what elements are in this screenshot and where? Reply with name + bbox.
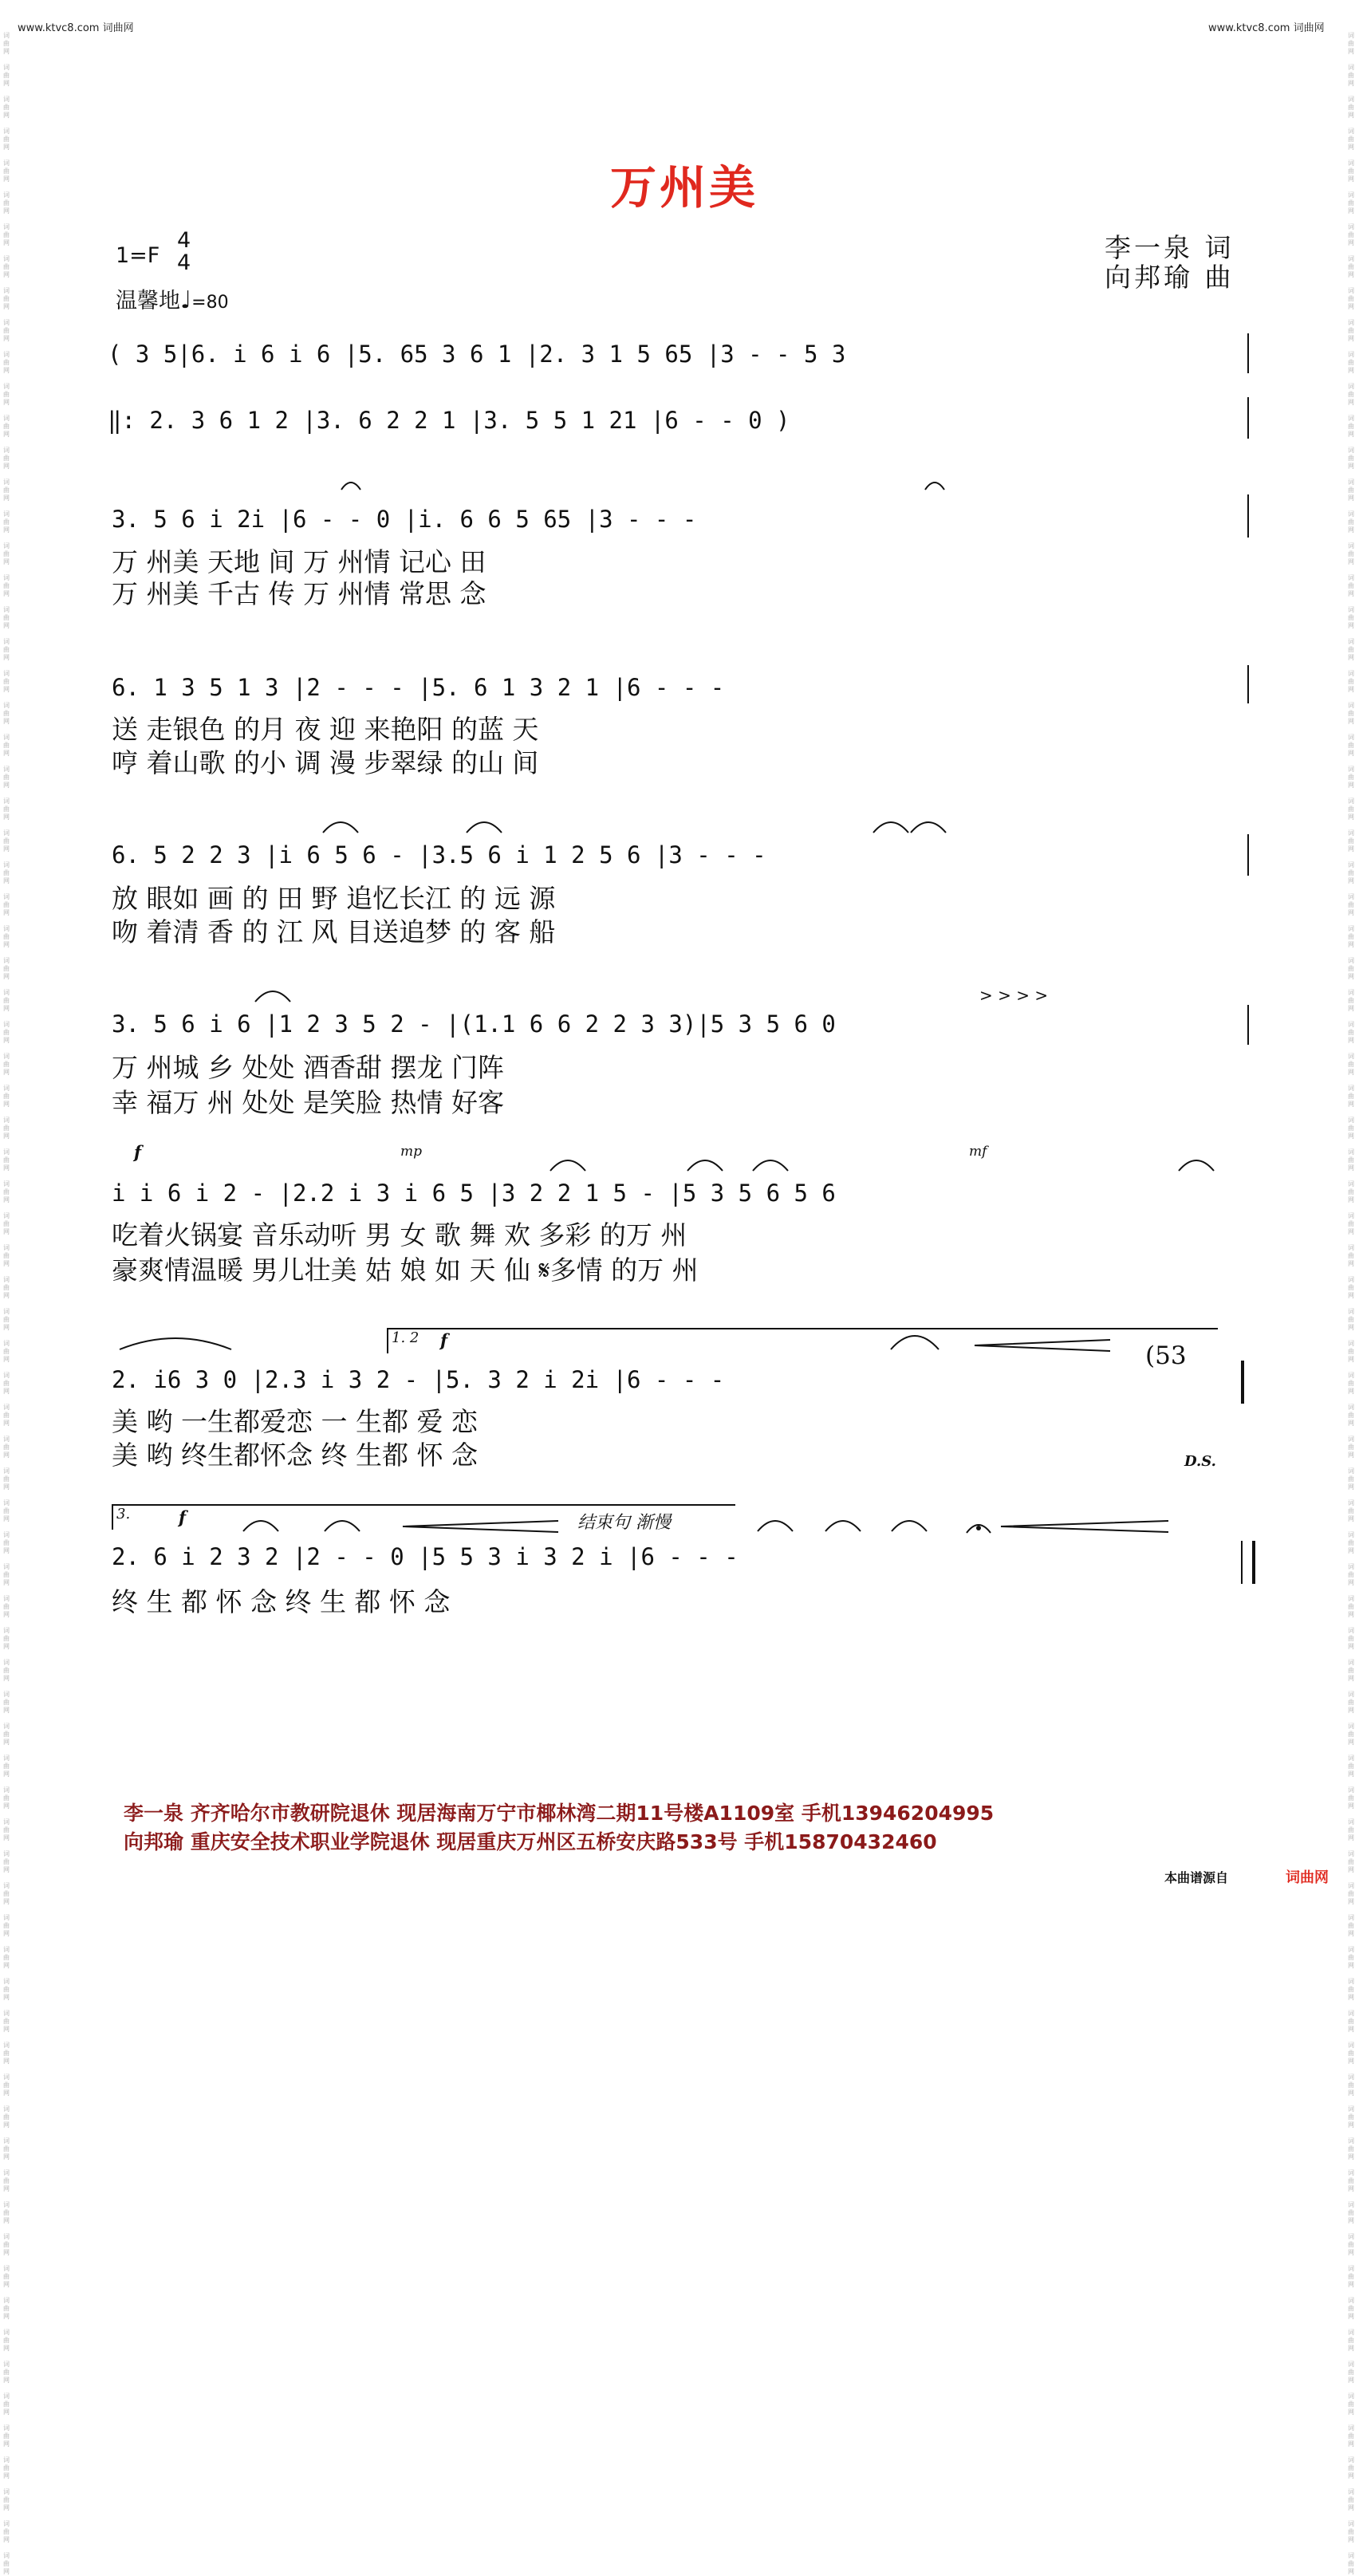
accent-marks: > > > > [979, 986, 1049, 1005]
dynamic-forte-2: f [440, 1330, 448, 1350]
slur [687, 1160, 723, 1171]
time-bottom: 4 [177, 250, 191, 275]
side-watermark-text: 词 曲 网 词 曲 网 词 曲 网 词 曲 网 词 曲 网 词 曲 网 词 曲 网 词 曲 网 词 曲 网 词 曲 网 词 曲 网 词 曲 网 词 曲 网 词 曲 网 词 曲 网 词 曲 网 词 曲 网 词 曲 网 词 曲 网 词 曲 网 词 曲 网 词 曲 网 词 曲 网 词 曲 网 词 曲 网 词 曲 网 词 曲 网 词 曲 网 词 曲 网 词 曲 网 词 曲 网 词 曲 网 词 曲 网 词 曲 网 词 曲 网 词 曲 网 词 曲 网 词 曲 网 词 曲 网 词 曲 网 词 曲 网 词 曲 网 词 曲 网 词 曲 网 词 曲 网 词 曲 网 词 曲 网 词 曲 网 词 曲 网 词 曲 网 词 曲 网 词 曲 网 词 曲 网 词 曲 网 词 曲 网 词 曲 网 词 曲 网 词 曲 网 词 曲 网 词 曲 网 词 曲 网 词 曲 网 词 曲 网 词 曲 网 词 曲 网 词 曲 网 词 曲 网 词 曲 网 词 曲 网 词 曲 网 词 曲 网 词 曲 网 词 曲 网 词 曲 网 词 曲 网 词 曲 网 词 曲 网 词 曲 网 词 曲 网 词 曲 网 [1348, 32, 1354, 2575]
dynamic-mezzo-forte: mf [969, 1144, 987, 1160]
decrescendo-hairpin [1001, 1521, 1168, 1532]
slur [1179, 1160, 1214, 1171]
slur [467, 822, 502, 833]
lyric-row-7-verse-2: 豪爽情温暖 男儿壮美 姑 娘 如 天 仙 𝄋多情 的万 州 [112, 1255, 699, 1286]
lyric-row-7-verse-1: 吃着火锅宴 音乐动听 男 女 歌 舞 欢 多彩 的万 州 [112, 1219, 687, 1251]
slur [758, 1521, 793, 1531]
slur [892, 1521, 927, 1531]
dynamic-forte-3: f [179, 1507, 187, 1527]
slur [891, 1336, 939, 1349]
page-title: 万州美 [610, 160, 759, 215]
score-row-7: i i 6 i 2 - |2.2 i 3 i 6 5 |3 2 2 1 5 - |5 3 5 6 5 6 [112, 1180, 836, 1207]
footer-composer-info: 向邦瑜 重庆安全技术职业学院退休 现居重庆万州区五桥安庆路533号 手机15870432460 [124, 1830, 937, 1853]
lyric-row-9-verse-1: 终 生 都 怀 念 终 生 都 怀 念 [112, 1586, 451, 1617]
score-row-3: 3. 5 6 i 2i |6 - - 0 |i. 6 6 5 65 |3 - - - [112, 506, 697, 533]
time-top: 4 [177, 228, 191, 253]
score-row-4: 6. 1 3 5 1 3 |2 - - - |5. 6 1 3 2 1 |6 - - - [112, 674, 725, 701]
volta-label: 1. 2 [392, 1329, 420, 1346]
dal-segno-mark: D.S. [1184, 1453, 1216, 1470]
volta-label: 3. [116, 1506, 131, 1522]
score-row-6: 3. 5 6 i 6 |1 2 3 5 2 - |(1.1 6 6 2 2 3 3)|5 3 5 6 0 [112, 1010, 836, 1038]
lyric-row-8-verse-2: 美 哟 终生都怀念 终 生都 怀 念 [112, 1440, 478, 1471]
slur [341, 483, 360, 490]
footer-lyricist-info: 李一泉 齐齐哈尔市教研院退休 现居海南万宁市椰林湾二期11号楼A1109室 手机13946204995 [124, 1802, 995, 1825]
lyric-row-3-verse-2: 万 州美 千古 传 万 州情 常思 念 [112, 578, 486, 609]
dynamic-mezzo-piano: mp [400, 1144, 423, 1160]
site-url-right[interactable]: www.ktvc8.com 词曲网 [1208, 22, 1325, 34]
slur [323, 822, 358, 833]
slur [325, 1521, 360, 1531]
lyricist-credit: 李一泉 词 [1105, 232, 1235, 263]
composer-credit: 向邦瑜 曲 [1105, 262, 1235, 293]
score-row-2: ‖: 2. 3 6 1 2 |3. 6 2 2 1 |3. 5 5 1 21 |6 - - 0 ) [108, 407, 790, 434]
slur [753, 1160, 788, 1171]
decrescendo-hairpin [975, 1340, 1110, 1351]
pickup-notes: (53 [1145, 1341, 1187, 1370]
ending-direction: 结束句 渐慢 [577, 1513, 671, 1533]
score-row-8: 2. i6 3 0 |2.3 i 3 2 - |5. 3 2 i 2i |6 - - - [112, 1366, 725, 1393]
key-signature: 1=F [116, 243, 160, 268]
lyric-row-5-verse-2: 吻 着清 香 的 江 风 目送追梦 的 客 船 [112, 916, 556, 947]
slur [925, 483, 944, 490]
lyric-row-6-verse-1: 万 州城 乡 处处 酒香甜 摆龙 门阵 [112, 1052, 504, 1083]
score-row-9: 2. 6 i 2 3 2 |2 - - 0 |5 5 3 i 3 2 i |6 - - - [112, 1543, 739, 1570]
slur [825, 1521, 861, 1531]
slur [911, 822, 946, 833]
site-url-left[interactable]: www.ktvc8.com 词曲网 [18, 22, 134, 34]
score-row-1: ( 3 5|6. i 6 i 6 |5. 65 3 6 1 |2. 3 1 5 65 |3 - - 5 3 [108, 341, 846, 368]
lyric-row-8-verse-1: 美 哟 一生都爱恋 一 生都 爱 恋 [112, 1406, 478, 1437]
lyric-row-6-verse-2: 幸 福万 州 处处 是笑脸 热情 好客 [112, 1087, 504, 1118]
slur [120, 1338, 231, 1349]
decrescendo-hairpin [403, 1521, 558, 1532]
quarter-note-icon: ♩ [180, 286, 192, 314]
slur [873, 822, 908, 833]
footer-source-label: 本曲谱源自 [1164, 1870, 1229, 1885]
score-row-5: 6. 5 2 2 3 |i 6 5 6 - |3.5 6 i 1 2 5 6 |3 - - - [112, 841, 766, 869]
footer-brand-link[interactable]: 词曲网 [1286, 1869, 1329, 1886]
lyric-row-4-verse-1: 送 走银色 的月 夜 迎 来艳阳 的蓝 天 [112, 714, 539, 745]
tempo-value: =80 [191, 293, 229, 313]
lyric-row-5-verse-1: 放 眼如 画 的 田 野 追忆长江 的 远 源 [112, 883, 556, 914]
fermata-dot [976, 1526, 981, 1530]
dynamic-forte-1: f [134, 1142, 142, 1162]
tempo-word: 温馨地 [116, 289, 180, 313]
lyric-row-4-verse-2: 哼 着山歌 的小 调 漫 步翠绿 的山 间 [112, 747, 539, 778]
slur [550, 1160, 585, 1171]
lyric-row-3-verse-1: 万 州美 天地 间 万 州情 记心 田 [112, 546, 486, 577]
side-watermark-text: 词 曲 网 词 曲 网 词 曲 网 词 曲 网 词 曲 网 词 曲 网 词 曲 网 词 曲 网 词 曲 网 词 曲 网 词 曲 网 词 曲 网 词 曲 网 词 曲 网 词 曲 网 词 曲 网 词 曲 网 词 曲 网 词 曲 网 词 曲 网 词 曲 网 词 曲 网 词 曲 网 词 曲 网 词 曲 网 词 曲 网 词 曲 网 词 曲 网 词 曲 网 词 曲 网 词 曲 网 词 曲 网 词 曲 网 词 曲 网 词 曲 网 词 曲 网 词 曲 网 词 曲 网 词 曲 网 词 曲 网 词 曲 网 词 曲 网 词 曲 网 词 曲 网 词 曲 网 词 曲 网 词 曲 网 词 曲 网 词 曲 网 词 曲 网 词 曲 网 词 曲 网 词 曲 网 词 曲 网 词 曲 网 词 曲 网 词 曲 网 词 曲 网 词 曲 网 词 曲 网 词 曲 网 词 曲 网 词 曲 网 词 曲 网 词 曲 网 词 曲 网 词 曲 网 词 曲 网 词 曲 网 词 曲 网 词 曲 网 词 曲 网 词 曲 网 词 曲 网 词 曲 网 词 曲 网 词 曲 网 词 曲 网 词 曲 网 词 曲 网 [3, 32, 10, 2575]
slur [243, 1521, 278, 1531]
slur [255, 991, 290, 1002]
